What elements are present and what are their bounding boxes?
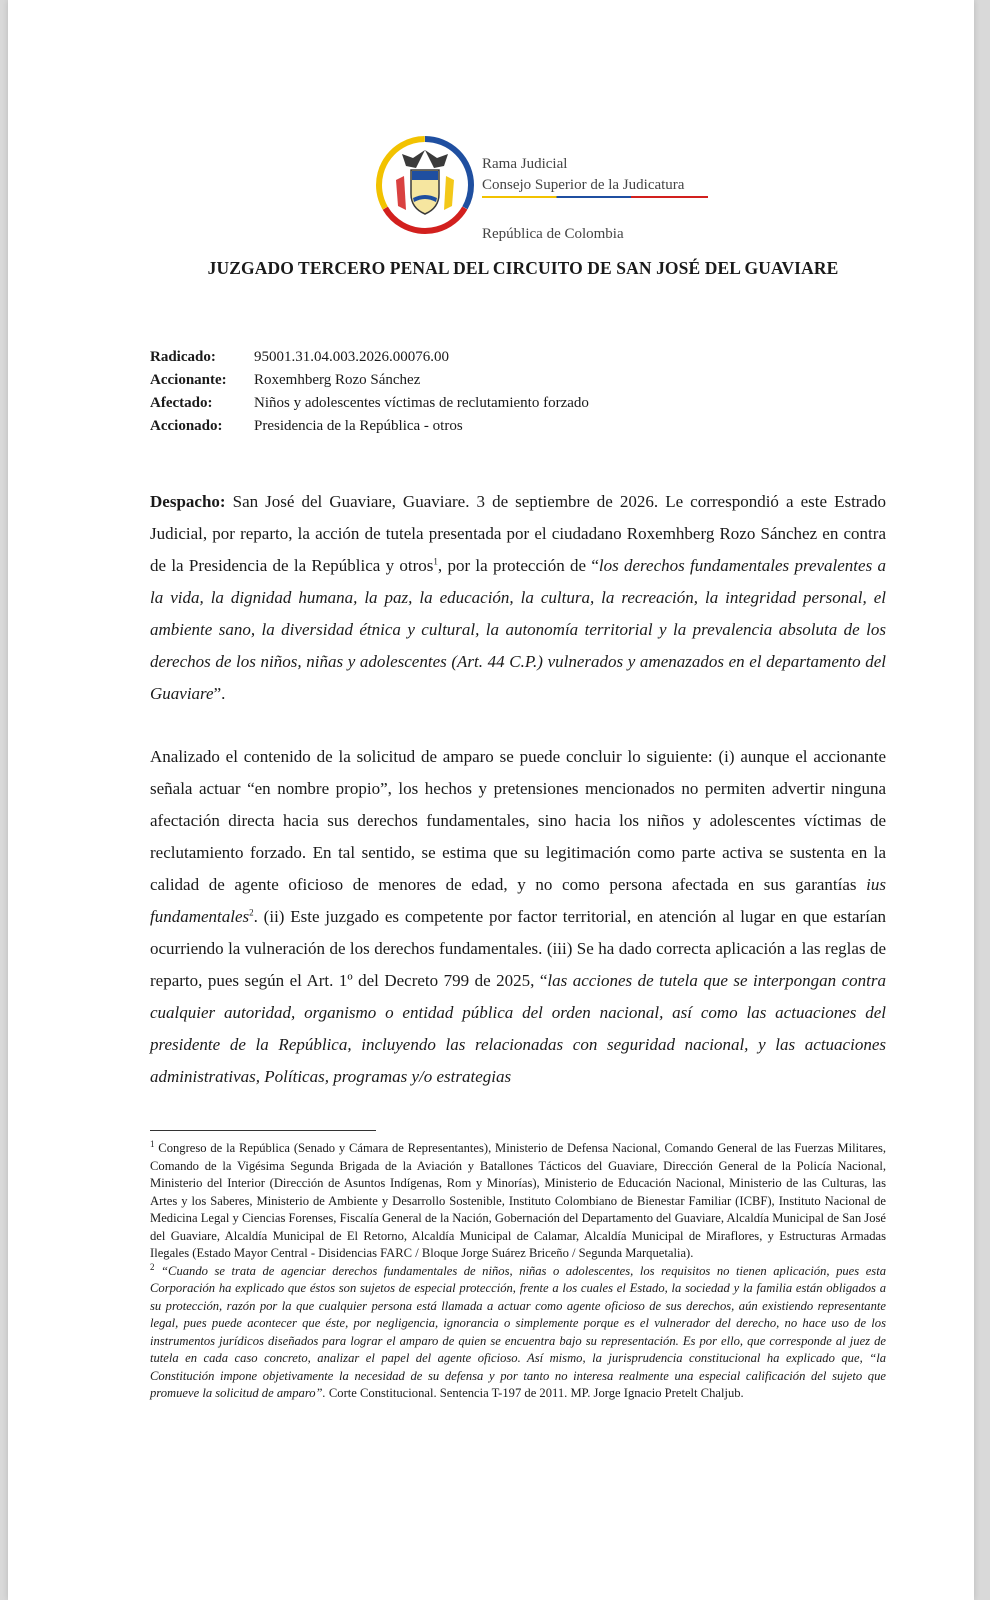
p2-text-b: . (ii) Este juzgado es competente por factor territorial, en atención al lugar en que estarían ocurriendo la vulneración de los derechos fundamentales. (iii) Se ha dado correcta aplicación a las reglas de reparto, pues según el Art. 1º del Decreto 799 de 2025, “ bbox=[150, 907, 886, 990]
p1-text-c: ”. bbox=[213, 684, 226, 703]
logo-text bbox=[482, 154, 685, 242]
court-title: JUZGADO TERCERO PENAL DEL CIRCUITO DE SAN JOSÉ DEL GUAVIARE bbox=[207, 258, 839, 278]
logo-tricolor-rule bbox=[482, 196, 708, 198]
radicado-label: Radicado: bbox=[150, 349, 216, 365]
footnote-1-number: 1 bbox=[150, 1138, 155, 1149]
document-page bbox=[8, 0, 974, 1600]
accionado-label: Accionado: bbox=[150, 418, 223, 434]
meta-row-afectado bbox=[150, 392, 589, 415]
p1-text-b: , por la protección de “ bbox=[437, 556, 599, 575]
coat-of-arms-icon bbox=[372, 132, 478, 238]
accionante-value: Roxemhberg Rozo Sánchez bbox=[254, 372, 421, 388]
logo-line-consejo: Consejo Superior de la Judicatura bbox=[482, 177, 685, 193]
footnote-2 bbox=[150, 1263, 886, 1403]
p1-quote: los derechos fundamentales prevalentes a la vida, la dignidad humana, la paz, la educación, la cultura, la recreación, la integridad personal, el ambiente sano, la diversidad étnica y cultural, la autonomía territorial y la prevalencia absoluta de los derechos de los niños, niñas y adolescentes (Art. 44 C.P.) vulnerados y amenazados en el departamento del Guaviare bbox=[150, 556, 886, 703]
footnote-2-text: Corte Constitucional. Sentencia T-197 de 2011. MP. Jorge Ignacio Pretelt Chaljub. bbox=[325, 1386, 744, 1400]
p2-quote: las acciones de tutela que se interpongan contra cualquier autoridad, organismo o entidad pública del orden nacional, así como las actuaciones del presidente de la República, incluyendo las relacionadas con seguridad nacional, y las actuaciones administrativas, Políticas, programas y/o estrategias bbox=[150, 971, 886, 1086]
footnotes bbox=[150, 1140, 886, 1403]
logo-line-republica: República de Colombia bbox=[482, 226, 624, 242]
footnote-2-quote: “Cuando se trata de agenciar derechos fundamentales de niños, niñas o adolescentes, los requisitos no tienen aplicación, pues esta Corporación ha explicado que éstos son sujetos de especial protección, frente a los cuales el Estado, la sociedad y la familia están obligados a su protección, razón por la que cualquier persona está llamada a actuar como agente oficioso de sus derechos, aún existiendo representante legal, pues puede acontecer que éste, por negligencia, ignorancia o simplemente porque es el vulnerador del derecho, no hace uso de los instrumentos jurídicos diseñados para lograr el amparo de quien se encuentra bajo su representación. Es por ello, que corresponde al juez de tutela en cada caso concreto, analizar el papel del agente oficioso. Así mismo, la jurisprudencia constitucional ha explicado que, “la Constitución impone objetivamente la necesidad de su defensa y por tanto no interesa realmente una especial calificación del sujeto que promueve la solicitud de amparo”. bbox=[150, 1263, 886, 1400]
afectado-value: Niños y adolescentes víctimas de reclutamiento forzado bbox=[254, 395, 589, 411]
p2-italic-ius: ius fundamentales bbox=[150, 875, 886, 926]
footnote-2-number: 2 bbox=[150, 1261, 155, 1272]
footnote-ref-1[interactable]: 1 bbox=[433, 556, 438, 567]
case-metadata bbox=[150, 346, 589, 438]
meta-row-radicado bbox=[150, 346, 589, 369]
footnote-ref-2[interactable]: 2 bbox=[249, 907, 254, 918]
footnote-1-text: Congreso de la República (Senado y Cámara de Representantes), Ministerio de Defensa Nacional, Comando General de las Fuerzas Militares, Comando de la Vigésima Segunda Brigada de la Aviación y Batallones Tácticos del Guaviare, Dirección General de la Policía Nacional, Ministerio del Interior (Dirección de Asuntos Indígenas, Rom y Minorías), Ministerio de Educación Nacional, Ministerio de las Culturas, las Artes y los Saberes, Ministerio de Ambiente y Desarrollo Sostenible, Instituto Colombiano de Bienestar Familiar (ICBF), Instituto Nacional de Medicina Legal y Ciencias Forenses, Fiscalía General de la Nación, Gobernación del Departamento del Guaviare, Alcaldía Municipal de San José del Guaviare, Alcaldía Municipal de El Retorno, Alcaldía Municipal de Calamar, Alcaldía Municipal de Miraflores, y Estructuras Armadas Ilegales (Estado Mayor Central - Disidencias FARC / Bloque Jorge Suárez Briceño / Segunda Marquetalia). bbox=[150, 1141, 886, 1260]
p1-text-a: San José del Guaviare, Guaviare. 3 de septiembre de 2026. Le correspondió a este Estrado Judicial, por reparto, la acción de tutela presentada por el ciudadano Roxemhberg Rozo Sánchez en contra de la Presidencia de la República y otros bbox=[150, 492, 886, 575]
accionante-label: Accionante: bbox=[150, 372, 227, 388]
radicado-value: 95001.31.04.003.2026.00076.00 bbox=[254, 349, 449, 365]
meta-row-accionado bbox=[150, 415, 589, 438]
rama-judicial-logo bbox=[372, 132, 722, 242]
paragraph-analisis bbox=[150, 741, 886, 1093]
footnote-separator bbox=[150, 1130, 376, 1131]
meta-row-accionante bbox=[150, 369, 589, 392]
accionado-value: Presidencia de la República - otros bbox=[254, 418, 463, 434]
p2-text-a: Analizado el contenido de la solicitud de amparo se puede concluir lo siguiente: (i) aunque el accionante señala actuar “en nombre propio”, los hechos y pretensiones mencionados no permiten advertir ninguna afectación directa hacia sus derechos fundamentales, sino hacia los niños y adolescentes víctimas de reclutamiento forzado. En tal sentido, se estima que su legitimación como parte activa se sustenta en la calidad de agente oficioso de menores de edad, y no como persona afectada en sus garantías bbox=[150, 747, 886, 894]
paragraph-despacho bbox=[150, 486, 886, 710]
afectado-label: Afectado: bbox=[150, 395, 213, 411]
footnote-1 bbox=[150, 1140, 886, 1263]
despacho-lead: Despacho: bbox=[150, 492, 226, 511]
logo-line-rama-judicial: Rama Judicial bbox=[482, 156, 568, 172]
